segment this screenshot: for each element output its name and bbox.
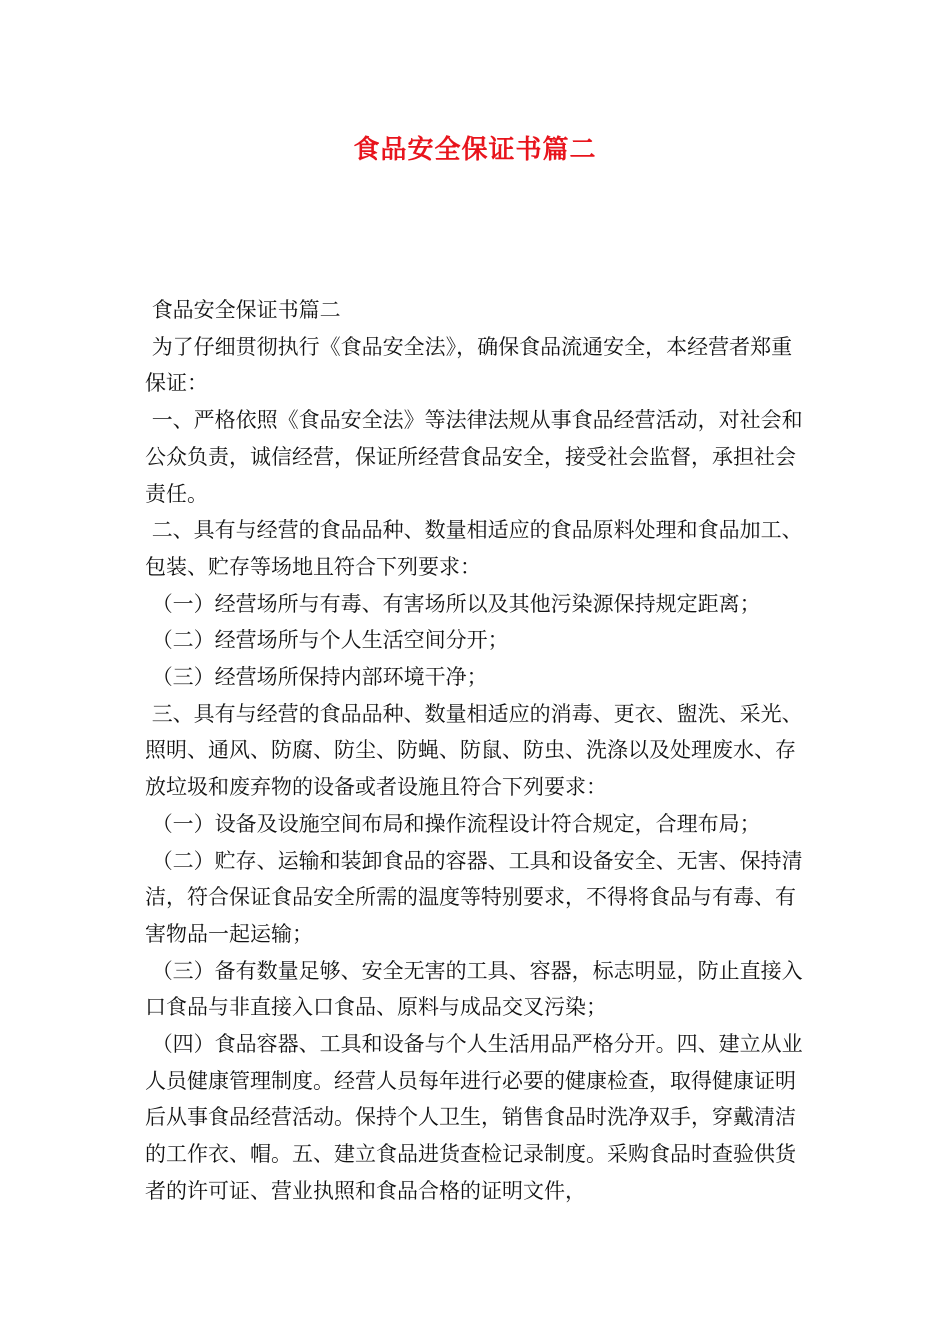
paragraph-heading: 食品安全保证书篇二 [145,298,341,322]
paragraph-clause-1: 一、严格依照《食品安全法》等法律法规从事食品经营活动，对社会和公众负责，诚信经营，保证所经营食品安全，接受社会监督，承担社会责任。 [145,408,803,506]
paragraph-clause-2: 二、具有与经营的食品品种、数量相适应的食品原料处理和食品加工、包装、贮存等场地且符合下列要求： [145,518,803,579]
paragraph-clause-3-item-3: （三）备有数量足够、安全无害的工具、容器，标志明显，防止直接入口食品与非直接入口食品、原料与成品交叉污染； [145,958,803,1020]
paragraph-clause-3: 三、具有与经营的食品品种、数量相适应的消毒、更衣、盥洗、采光、照明、通风、防腐、防尘、防蝇、防鼠、防虫、洗涤以及处理废水、存放垃圾和废弃物的设备或者设施且符合下列要求： [145,701,803,800]
paragraph-clause-2-item-2: （二）经营场所与个人生活空间分开； [145,628,509,653]
paragraph-clause-3-item-1: （一）设备及设施空间布局和操作流程设计符合规定，合理布局； [145,811,761,836]
document-body [145,292,810,1210]
paragraph-clause-2-item-1: （一）经营场所与有毒、有害场所以及其他污染源保持规定距离； [145,591,761,616]
page-title: 食品安全保证书篇二 [353,135,597,165]
paragraph-clause-3-item-4: （四）食品容器、工具和设备与个人生活用品严格分开。四、建立从业人员健康管理制度。经营人员每年进行必要的健康检查，取得健康证明后从事食品经营活动。保持个人卫生，销售食品时洗净双手，穿戴清洁的工作衣、帽。五、建立食品进货查检记录制度。采购食品时查验供货者的许可证、营业执照和食品合格的证明文件， [145,1032,803,1203]
paragraph-clause-3-item-2: （二）贮存、运输和装卸食品的容器、工具和设备安全、无害、保持清洁，符合保证食品安全所需的温度等特别要求，不得将食品与有毒、有害物品一起运输； [145,848,803,946]
paragraph-intro: 为了仔细贯彻执行《食品安全法》，确保食品流通安全，本经营者郑重保证： [145,334,793,396]
paragraph-clause-2-item-3: （三）经营场所保持内部环境干净； [145,665,488,690]
